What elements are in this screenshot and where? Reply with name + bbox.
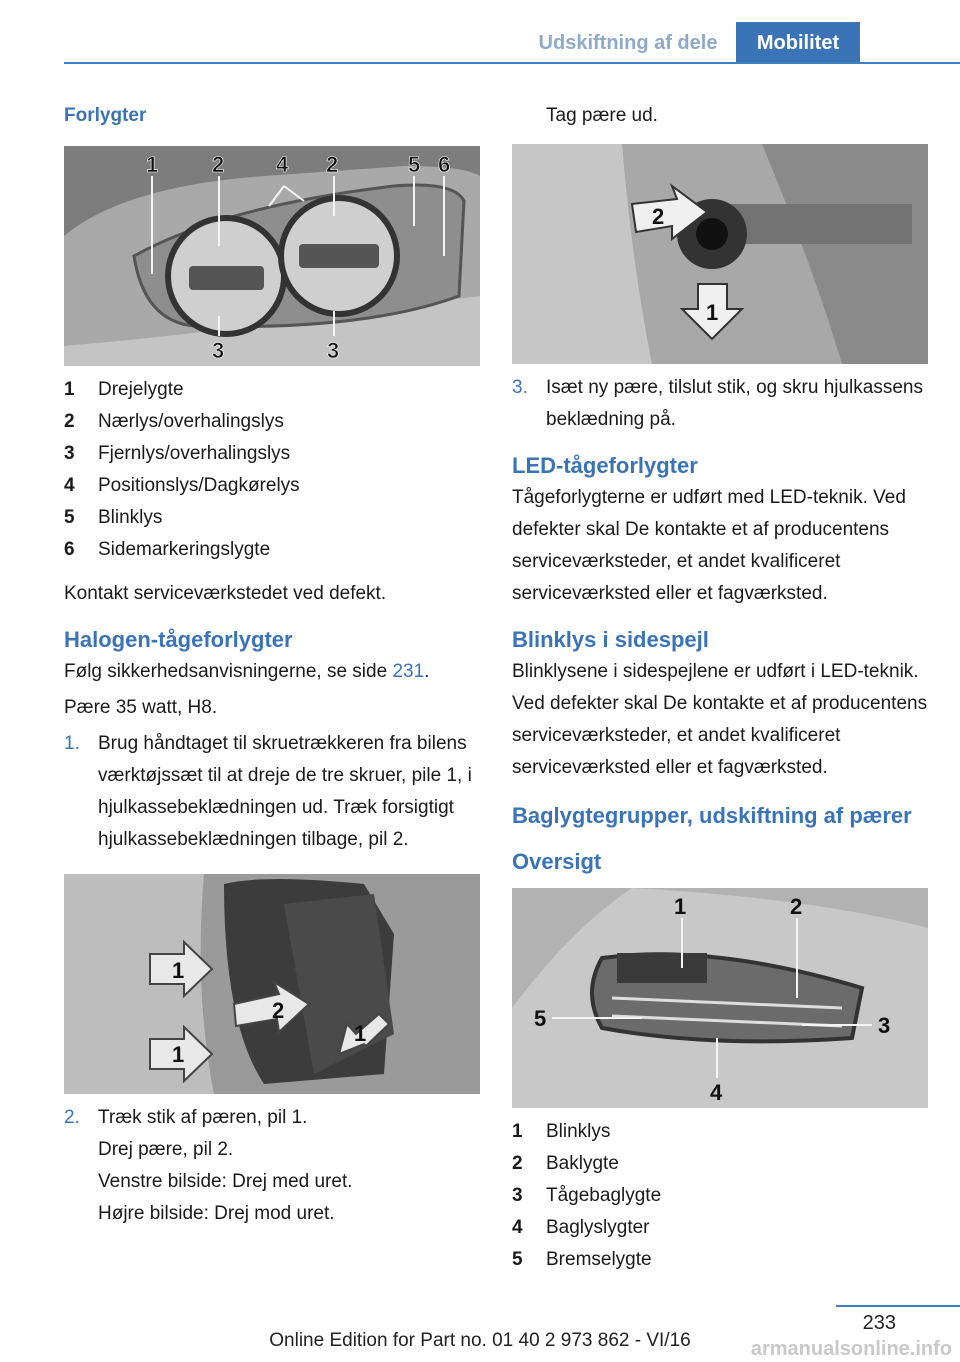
legend-row: 5 Bremselygte [512, 1249, 652, 1270]
watermark: armanualsonline.info [750, 1338, 952, 1360]
fig4-label: 2 [790, 894, 803, 919]
bulb-removal-figure [512, 144, 928, 364]
fig4-label: 3 [878, 1013, 891, 1038]
fig3-label: 2 [652, 204, 665, 229]
rear-lights-title: Baglygtegrupper, udskiftning af pærer [512, 803, 912, 828]
step-1: 1. Brug håndtaget til skruetrækkeren fra bilens værktøjssæt til at dreje de tre skruer, pile 1, i hjulkassebeklædningen ud. Træk forsigtigt hjulkassebeklædningen tilbage, pil 2. [64, 733, 472, 850]
legend-row: 3 Tågebaglygte [512, 1185, 662, 1206]
legend-row: 2 Baklygte [512, 1153, 619, 1174]
step-3: 3. Isæt ny pære, tilslut stik, og skru hjulkassens beklædning på. [512, 377, 923, 430]
legend-row: 1 Drejelygte [64, 379, 184, 400]
fig2-label: 1 [354, 1021, 367, 1046]
fig2-label: 2 [272, 998, 285, 1023]
footer-rule [836, 1305, 960, 1307]
headlights-title: Forlygter [64, 105, 147, 126]
legend-row: 4 Positionslys/Dagkørelys [64, 475, 300, 496]
legend-row: 6 Sidemarkeringslygte [64, 539, 271, 560]
fig1-label: 4 [276, 152, 289, 177]
page-number: 233 [862, 1312, 896, 1334]
bulb-spec: Pære 35 watt, H8. [64, 697, 218, 718]
mirror-indicator-title: Blinklys i sidespejl [512, 627, 709, 652]
headlight-figure [64, 146, 480, 366]
legend-row: 3 Fjernlys/overhalingslys [64, 443, 291, 464]
right-column [512, 100, 928, 1276]
fig2-label: 1 [172, 1042, 185, 1067]
fig4-label: 1 [674, 894, 687, 919]
page-link-231[interactable]: 231 [392, 661, 425, 682]
taillight-figure [512, 888, 928, 1108]
legend-row: 1 Blinklys [512, 1121, 611, 1142]
fig1-label: 3 [212, 338, 225, 363]
header-chapter-tab[interactable]: Mobilitet [736, 22, 860, 64]
taillight-legend [512, 1116, 928, 1276]
safety-reference: Følg sikkerhedsanvisningerne, se side 231. [64, 661, 430, 682]
fig1-label: 3 [327, 338, 340, 363]
overview-title: Oversigt [512, 849, 602, 874]
fig1-label: 6 [438, 152, 451, 177]
headlight-legend [64, 374, 480, 566]
mirror-indicator-text: Blinklysene i sidespejlene er udført i LED-teknik. Ved defekter skal De kontakte et af producentens serviceværksteder, et andet kvalificeret serviceværksted eller et fagværksted. [512, 661, 928, 778]
left-column [64, 100, 480, 1230]
halogen-fog-title: Halogen-tågeforlygter [64, 627, 293, 652]
remove-bulb-text: Tag pære ud. [546, 105, 658, 126]
fig1-label: 2 [326, 152, 339, 177]
fig1-label: 2 [212, 152, 225, 177]
edition-line: Online Edition for Part no. 01 40 2 973 862 - VI/16 [269, 1330, 691, 1351]
fig1-label: 5 [408, 152, 421, 177]
step-2: 2. Træk stik af pæren, pil 1. Drej pære, pil 2. Venstre bilside: Drej med uret. Højre bilside: Drej mod uret. [64, 1107, 353, 1224]
fig4-label: 5 [534, 1006, 547, 1031]
fig3-label: 1 [706, 300, 719, 325]
led-fog-title: LED-tågeforlygter [512, 453, 698, 478]
legend-row: 4 Baglyslygter [512, 1217, 650, 1238]
header-section-title: Udskiftning af dele [538, 32, 718, 54]
wheelhouse-figure [64, 874, 480, 1094]
header-rule [64, 62, 960, 64]
fig1-label: 1 [146, 152, 159, 177]
led-fog-text: Tågeforlygterne er udført med LED-teknik. Ved defekter skal De kontakte et af producentens serviceværksteder, et andet kvalificeret serviceværksted eller et fagværksted. [512, 487, 906, 604]
legend-row: 5 Blinklys [64, 507, 163, 528]
fig2-label: 1 [172, 958, 185, 983]
fig4-label: 4 [710, 1080, 723, 1105]
contact-text: Kontakt serviceværkstedet ved defekt. [64, 583, 387, 604]
legend-row: 2 Nærlys/overhalingslys [64, 411, 284, 432]
